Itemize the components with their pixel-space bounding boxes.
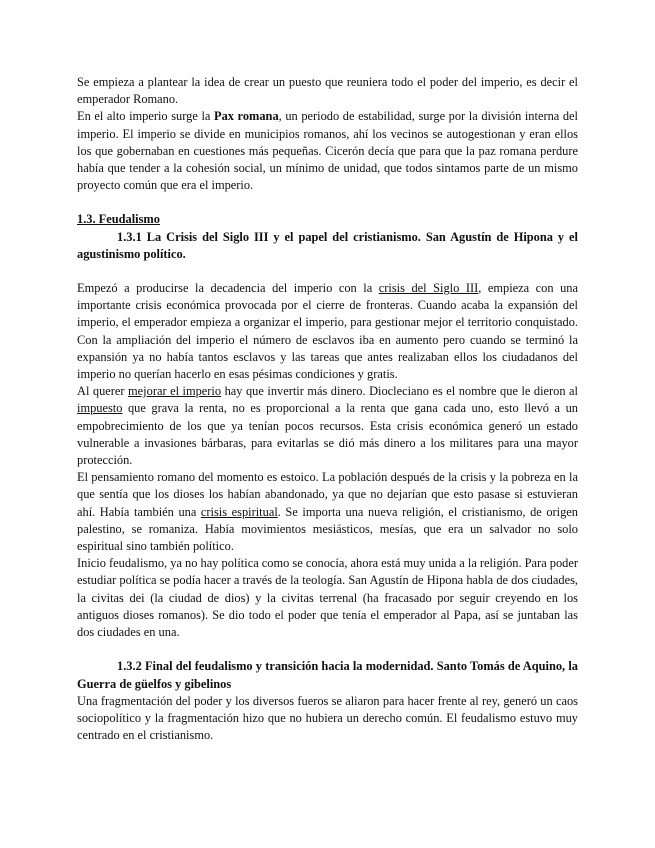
text-segment: Inicio feudalismo, ya no hay política como se conocía, ahora está muy unida a la religión. Para poder estudiar política se podía hacer a través de la teología. San Agustín de Hipona habla de dos ciudades, la civitas dei (la ciudad de dios) y la civitas terrenal (ha fracasado por seguir creyendo en los antiguos dioses romanos). Se dio todo el poder que tenía el emperador al Papa, así se juntaban las dos ciudades en una. [77, 556, 578, 640]
text-segment: . Se importa una nueva religión, el cristianismo, de origen palestino, se romaniza. Había movimientos mesiásticos, mesías, que era un salvador no solo espiritual sino también político. [77, 504, 578, 554]
intro-paragraph-2 [77, 108, 578, 194]
paragraph-impuesto [77, 383, 578, 469]
underlined-term-mejorar: mejorar el imperio [128, 384, 222, 399]
spacer [77, 263, 578, 280]
text-segment: hay que invertir más dinero. Diocleciano es el nombre que le dieron al [221, 384, 578, 399]
text-segment: Empezó a producirse la decadencia del imperio con la [77, 281, 379, 296]
paragraph-inicio-feudalismo [77, 555, 578, 641]
intro-text-1: Se empieza a plantear la idea de crear un puesto que reuniera todo el poder del imperio, es decir el emperador Romano. [77, 75, 578, 107]
text-segment: , empieza con una importante crisis económica provocada por el cierre de fronteras. Cuando acaba la expansión del imperio, el emperador empieza a organizar el imperio, para gestionar mejor el territorio conquistado. Con la ampliación del imperio el número de esclavos iba en aumento pero cuando se terminó la expansión ya no había tantos esclavos y las tareas que antes realizaban ellos los ciudadanos del imperio no querían hacerlo en esas pésimas condiciones y gratis. [77, 281, 578, 382]
intro-text-2a: En el alto imperio surge la [77, 109, 214, 124]
paragraph-fragmentacion [77, 693, 578, 745]
section-heading-feudalismo: 1.3. Feudalismo [77, 212, 160, 227]
underlined-term-crisis: crisis del Siglo III [378, 281, 479, 296]
document-page [77, 74, 578, 744]
pax-romana-term: Pax romana [214, 109, 279, 124]
intro-paragraph-1 [77, 74, 578, 108]
spacer [77, 194, 578, 211]
underlined-term-impuesto: impuesto [77, 401, 123, 416]
paragraph-crisis-siglo-iii [77, 280, 578, 383]
subsection-heading-1-3-1: 1.3.1 La Crisis del Siglo III y el papel del cristianismo. San Agustín de Hipona y el agustinismo político. [77, 229, 578, 261]
intro-text-2b: , un periodo de estabilidad, surge por la división interna del imperio. El imperio se divide en municipios romanos, ahí los vecinos se autogestionan y eran ellos los que gobernaban en cuestiones más pequeñas. Cicerón decía que para que la paz romana perdure había que tender a la cohesión social, un mínimo de unidad, que todos sintamos parte de un mismo proyecto común que era el imperio. [77, 109, 579, 193]
subsection-heading-1-3-2: 1.3.2 Final del feudalismo y transición hacia la modernidad. Santo Tomás de Aquino, la Guerra de güelfos y gibelinos [77, 659, 578, 691]
text-segment: Al querer [77, 384, 129, 399]
text-segment: Una fragmentación del poder y los diversos fueros se aliaron para hacer frente al rey, generó un caos sociopolítico y la fragmentación hizo que no hubiera un derecho común. El feudalismo estuvo muy centrado en el cristianismo. [77, 693, 578, 743]
spacer [77, 641, 578, 658]
text-segment: El pensamiento romano del momento es estoico. La población después de la crisis y la pobreza en la que sentía que los dioses los habían abandonado, ya que no dejarían que esto pasase si estuvieran ahí. Había también una [77, 470, 578, 519]
underlined-term-crisis-espiritual: crisis espiritual [200, 504, 278, 519]
paragraph-pensamiento [77, 469, 578, 555]
text-segment: que grava la renta, no es proporcional a la renta que gana cada uno, esto llevó a un empobrecimiento de los que ya tenían pocos recursos. Esta crisis económica generó un estado vulnerable a invasiones bárbaras, para evitarlas se dió más dinero a los militares para una mayor protección. [77, 401, 578, 468]
